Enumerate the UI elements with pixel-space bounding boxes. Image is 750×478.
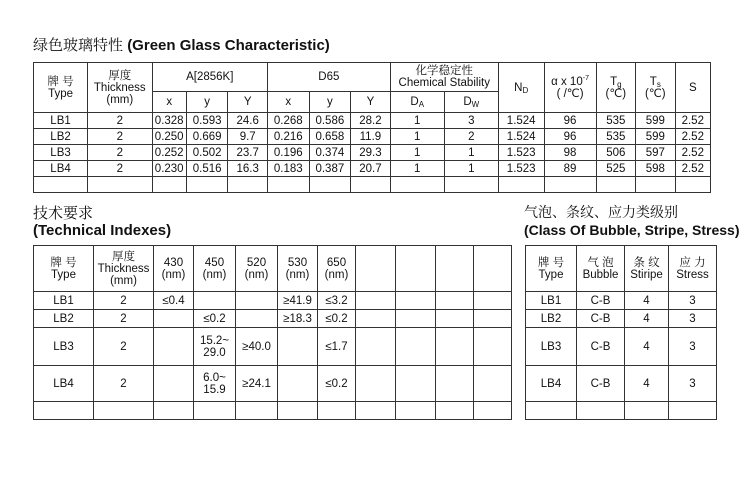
green-header-tg-sub: g [617, 79, 622, 89]
table-cell: LB1 [34, 113, 88, 129]
tech-header-type-en: Type [51, 268, 76, 281]
green-title [33, 37, 330, 54]
table-cell [474, 328, 512, 366]
table-cell [390, 177, 444, 193]
table-cell: LB3 [34, 145, 88, 161]
green-header-a-x: x [152, 92, 186, 113]
table-cell: 1.524 [498, 129, 544, 145]
green-header-da-sub: A [418, 100, 425, 109]
table-cell [356, 402, 396, 420]
table-cell: 2.52 [675, 161, 710, 177]
table-cell: C-B [577, 366, 625, 402]
table-cell [436, 402, 474, 420]
table-cell: 29.3 [351, 145, 391, 161]
green-header-a-y: y [186, 92, 228, 113]
bubble-header-stripe [625, 246, 669, 292]
table-cell [396, 366, 436, 402]
table-cell [278, 402, 318, 420]
table-row [526, 328, 717, 366]
green-header-type [34, 63, 88, 113]
table-cell: 20.7 [351, 161, 391, 177]
table-cell [436, 292, 474, 310]
table-cell: 4 [625, 328, 669, 366]
table-cell: 2 [94, 328, 154, 366]
table-cell [278, 328, 318, 366]
table-cell: 3 [669, 366, 717, 402]
table-cell: C-B [577, 328, 625, 366]
table-cell: 4 [625, 366, 669, 402]
table-cell: 24.6 [228, 113, 268, 129]
green-header-da [390, 92, 444, 113]
table-cell: 1 [390, 129, 444, 145]
table-cell: 0.658 [309, 129, 351, 145]
table-cell: 2.52 [675, 145, 710, 161]
table-cell [498, 177, 544, 193]
table-cell [474, 366, 512, 402]
technical-indexes-table [33, 245, 512, 420]
green-header-s: S [675, 63, 710, 113]
bubble-header-bubble-cn: 气 泡 [587, 256, 614, 269]
table-cell: 3 [669, 310, 717, 328]
green-header-tg-text: T [610, 75, 618, 88]
table-cell: 11.9 [351, 129, 391, 145]
table-cell: 28.2 [351, 113, 391, 129]
table-cell: 2 [444, 129, 498, 145]
table-cell: ≥41.9 [278, 292, 318, 310]
table-cell: 98 [544, 145, 596, 161]
table-cell: 3 [669, 328, 717, 366]
table-cell: 0.387 [309, 161, 351, 177]
table-cell: 0.328 [152, 113, 186, 129]
table-cell: 1.524 [498, 113, 544, 129]
table-cell [356, 292, 396, 310]
table-cell [94, 402, 154, 420]
green-header-a-Y: Y [228, 92, 268, 113]
bubble-header-stress-cn: 应 力 [679, 256, 706, 269]
green-header-thickness-cn: 厚度 [108, 69, 132, 82]
table-cell [267, 177, 309, 193]
table-cell: LB4 [34, 366, 94, 402]
table-cell [154, 328, 194, 366]
table-row [34, 113, 711, 129]
table-cell: 0.252 [152, 145, 186, 161]
bubble-header-bubble [577, 246, 625, 292]
table-cell [474, 310, 512, 328]
table-row [34, 145, 711, 161]
green-header-dw-text: D [463, 96, 472, 108]
table-cell: 598 [636, 161, 676, 177]
table-cell: 1 [390, 145, 444, 161]
green-header-alpha-text: α x 10 [551, 75, 583, 88]
table-cell: LB1 [34, 292, 94, 310]
table-cell: 96 [544, 129, 596, 145]
table-cell: 2 [94, 310, 154, 328]
green-header-dw [444, 92, 498, 113]
table-cell [544, 177, 596, 193]
table-cell: 506 [596, 145, 636, 161]
table-cell: 0.230 [152, 161, 186, 177]
tech-header-520-value: 520 [246, 256, 267, 269]
table-cell: 0.216 [267, 129, 309, 145]
table-cell [474, 246, 512, 292]
table-cell: 535 [596, 129, 636, 145]
table-cell: 1 [390, 113, 444, 129]
table-cell [318, 402, 356, 420]
table-cell: 4 [625, 292, 669, 310]
bubble-header-type-en: Type [538, 268, 564, 281]
table-cell [152, 177, 186, 193]
green-header-thickness [88, 63, 152, 113]
table-cell: C-B [577, 292, 625, 310]
table-cell: 23.7 [228, 145, 268, 161]
table-cell: LB1 [526, 292, 577, 310]
table-cell [396, 246, 436, 292]
table-cell [625, 402, 669, 420]
tech-header-thickness-en: Thickness [97, 262, 150, 275]
table-cell: 525 [596, 161, 636, 177]
table-cell: 3 [669, 292, 717, 310]
green-header-a2856k: A[2856K] [152, 63, 267, 92]
table-row [526, 366, 717, 402]
tech-header-450-value: 450 [204, 256, 225, 269]
table-cell [356, 310, 396, 328]
green-header-ts-unit: (℃) [645, 87, 666, 100]
tech-header-530 [278, 246, 318, 292]
tech-title-en: (Technical Indexes) [33, 222, 172, 239]
table-cell: 2 [88, 161, 152, 177]
table-cell: 6.0~ 15.9 [194, 366, 236, 402]
table-cell: ≥18.3 [278, 310, 318, 328]
tech-header-thickness-unit: (mm) [110, 274, 137, 287]
table-cell: 0.593 [186, 113, 228, 129]
table-cell: 9.7 [228, 129, 268, 145]
table-row [34, 366, 512, 402]
table-cell [396, 310, 436, 328]
green-header-alpha-unit: ( /℃) [556, 87, 584, 100]
bubble-header-stress [669, 246, 717, 292]
table-cell [154, 402, 194, 420]
table-cell: ≥24.1 [236, 366, 278, 402]
bubble-header-type [526, 246, 577, 292]
table-cell [396, 328, 436, 366]
table-cell: C-B [577, 310, 625, 328]
green-header-type-cn: 牌 号 [47, 75, 74, 88]
tech-header-530-value: 530 [287, 256, 308, 269]
table-cell: LB2 [34, 129, 88, 145]
table-cell: 1 [390, 161, 444, 177]
table-cell [278, 366, 318, 402]
bubble-title [524, 205, 740, 239]
table-cell [88, 177, 152, 193]
tech-header-650-unit: (nm) [324, 268, 349, 281]
table-cell [186, 177, 228, 193]
table-cell [236, 402, 278, 420]
green-header-d-y: y [309, 92, 351, 113]
green-header-alpha-sup: -7 [582, 74, 589, 82]
table-cell: 0.586 [309, 113, 351, 129]
tech-header-430 [154, 246, 194, 292]
bubble-header-stripe-en: Stiripe [630, 268, 663, 281]
table-cell: 2 [88, 113, 152, 129]
table-cell: LB3 [34, 328, 94, 366]
table-cell [194, 402, 236, 420]
green-header-dw-sub: W [471, 100, 480, 109]
table-cell [396, 402, 436, 420]
table-row-empty [34, 402, 512, 420]
table-cell: 599 [636, 129, 676, 145]
green-header-tg [596, 63, 636, 113]
tech-header-530-unit: (nm) [285, 268, 310, 281]
green-header-alpha [544, 63, 596, 113]
table-cell: 1 [444, 145, 498, 161]
table-cell [474, 402, 512, 420]
table-cell: 2 [94, 366, 154, 402]
table-cell: 535 [596, 113, 636, 129]
table-cell: 0.268 [267, 113, 309, 129]
table-cell: 16.3 [228, 161, 268, 177]
table-cell: 2 [88, 129, 152, 145]
green-header-thickness-unit: (mm) [106, 93, 134, 106]
table-cell: ≤0.2 [318, 310, 356, 328]
table-cell: 597 [636, 145, 676, 161]
table-row [34, 328, 512, 366]
green-header-thickness-en: Thickness [93, 81, 146, 94]
tech-title-cn: 技术要求 [33, 204, 94, 222]
table-cell: 4 [625, 310, 669, 328]
table-cell [356, 328, 396, 366]
table-cell: ≤1.7 [318, 328, 356, 366]
bubble-header-stress-en: Stress [676, 268, 709, 281]
table-cell: 0.502 [186, 145, 228, 161]
table-cell: 0.196 [267, 145, 309, 161]
table-cell: LB4 [34, 161, 88, 177]
table-cell: LB2 [34, 310, 94, 328]
tech-header-650 [318, 246, 356, 292]
table-cell: 2.52 [675, 129, 710, 145]
table-cell: 0.669 [186, 129, 228, 145]
table-cell: 15.2~ 29.0 [194, 328, 236, 366]
table-cell: 96 [544, 113, 596, 129]
green-header-chem-cn: 化学稳定性 [415, 65, 473, 77]
tech-header-thickness [94, 246, 154, 292]
table-cell: ≥40.0 [236, 328, 278, 366]
table-cell [236, 310, 278, 328]
table-row-empty [526, 402, 717, 420]
bubble-title-cn: 气泡、条纹、应力类级别 [524, 205, 678, 221]
tech-header-450 [194, 246, 236, 292]
green-header-type-en: Type [48, 87, 73, 100]
table-row [526, 310, 717, 328]
table-cell [356, 366, 396, 402]
green-header-nd [498, 63, 544, 113]
table-cell: 599 [636, 113, 676, 129]
table-cell: 2 [94, 292, 154, 310]
table-cell [526, 402, 577, 420]
table-cell: 2 [88, 145, 152, 161]
green-header-ts-text: T [649, 75, 657, 88]
table-cell: 3 [444, 113, 498, 129]
green-header-chem-en: Chemical Stability [398, 77, 490, 89]
table-cell [396, 292, 436, 310]
table-cell [351, 177, 391, 193]
tech-title [33, 205, 171, 239]
table-cell: ≤3.2 [318, 292, 356, 310]
green-header-d65: D65 [267, 63, 390, 92]
table-cell: ≤0.2 [318, 366, 356, 402]
green-header-d-x: x [267, 92, 309, 113]
table-cell: LB4 [526, 366, 577, 402]
table-cell: LB2 [526, 310, 577, 328]
tech-header-type-cn: 牌 号 [50, 256, 77, 269]
table-cell [577, 402, 625, 420]
table-row [34, 161, 711, 177]
green-header-tg-unit: (℃) [605, 87, 627, 100]
table-cell: ≤0.4 [154, 292, 194, 310]
table-cell [675, 177, 710, 193]
table-cell: 1.523 [498, 145, 544, 161]
table-cell [436, 246, 474, 292]
green-header-chem [390, 63, 498, 92]
table-row [34, 292, 512, 310]
table-cell: 2.52 [675, 113, 710, 129]
table-cell: 1.523 [498, 161, 544, 177]
table-cell [34, 177, 88, 193]
green-title-en: (Green Glass Characteristic) [127, 37, 330, 54]
table-cell [154, 310, 194, 328]
green-header-ts [636, 63, 676, 113]
green-title-cn: 绿色玻璃特性 [33, 36, 124, 54]
table-cell [444, 177, 498, 193]
green-header-d-Y: Y [351, 92, 391, 113]
table-cell: 1 [444, 161, 498, 177]
tech-header-type [34, 246, 94, 292]
table-cell: ≤0.2 [194, 310, 236, 328]
table-cell [669, 402, 717, 420]
table-cell [436, 310, 474, 328]
tech-header-430-value: 430 [163, 256, 184, 269]
table-cell [194, 292, 236, 310]
table-cell [436, 328, 474, 366]
table-cell: 0.250 [152, 129, 186, 145]
table-cell [228, 177, 268, 193]
tech-header-450-unit: (nm) [202, 268, 227, 281]
table-cell: 0.516 [186, 161, 228, 177]
tech-header-430-unit: (nm) [161, 268, 186, 281]
table-cell [154, 366, 194, 402]
table-row-empty [34, 177, 711, 193]
table-cell [436, 366, 474, 402]
table-cell [236, 292, 278, 310]
table-cell: 0.374 [309, 145, 351, 161]
tech-header-520 [236, 246, 278, 292]
tech-header-650-value: 650 [326, 256, 347, 269]
bubble-header-type-cn: 牌 号 [537, 256, 565, 269]
table-cell: LB3 [526, 328, 577, 366]
tech-header-thickness-cn: 厚度 [112, 250, 135, 263]
table-cell: 0.183 [267, 161, 309, 177]
green-header-da-text: D [410, 96, 419, 108]
green-header-nd-sub: D [522, 85, 529, 95]
table-cell [34, 402, 94, 420]
bubble-header-stripe-cn: 条 纹 [633, 256, 660, 269]
bubble-stripe-stress-table [525, 245, 717, 420]
green-header-nd-text: N [514, 81, 523, 94]
table-cell [356, 246, 396, 292]
table-cell [474, 292, 512, 310]
bubble-title-en: (Class Of Bubble, Stripe, Stress) [524, 222, 740, 238]
green-glass-table [33, 62, 711, 193]
bubble-header-bubble-en: Bubble [582, 268, 619, 281]
table-cell: 89 [544, 161, 596, 177]
table-row [34, 129, 711, 145]
table-row [34, 310, 512, 328]
table-row [526, 292, 717, 310]
table-cell [636, 177, 676, 193]
green-header-ts-sub: s [656, 79, 661, 89]
tech-header-520-unit: (nm) [244, 268, 269, 281]
table-cell [309, 177, 351, 193]
table-cell [596, 177, 636, 193]
